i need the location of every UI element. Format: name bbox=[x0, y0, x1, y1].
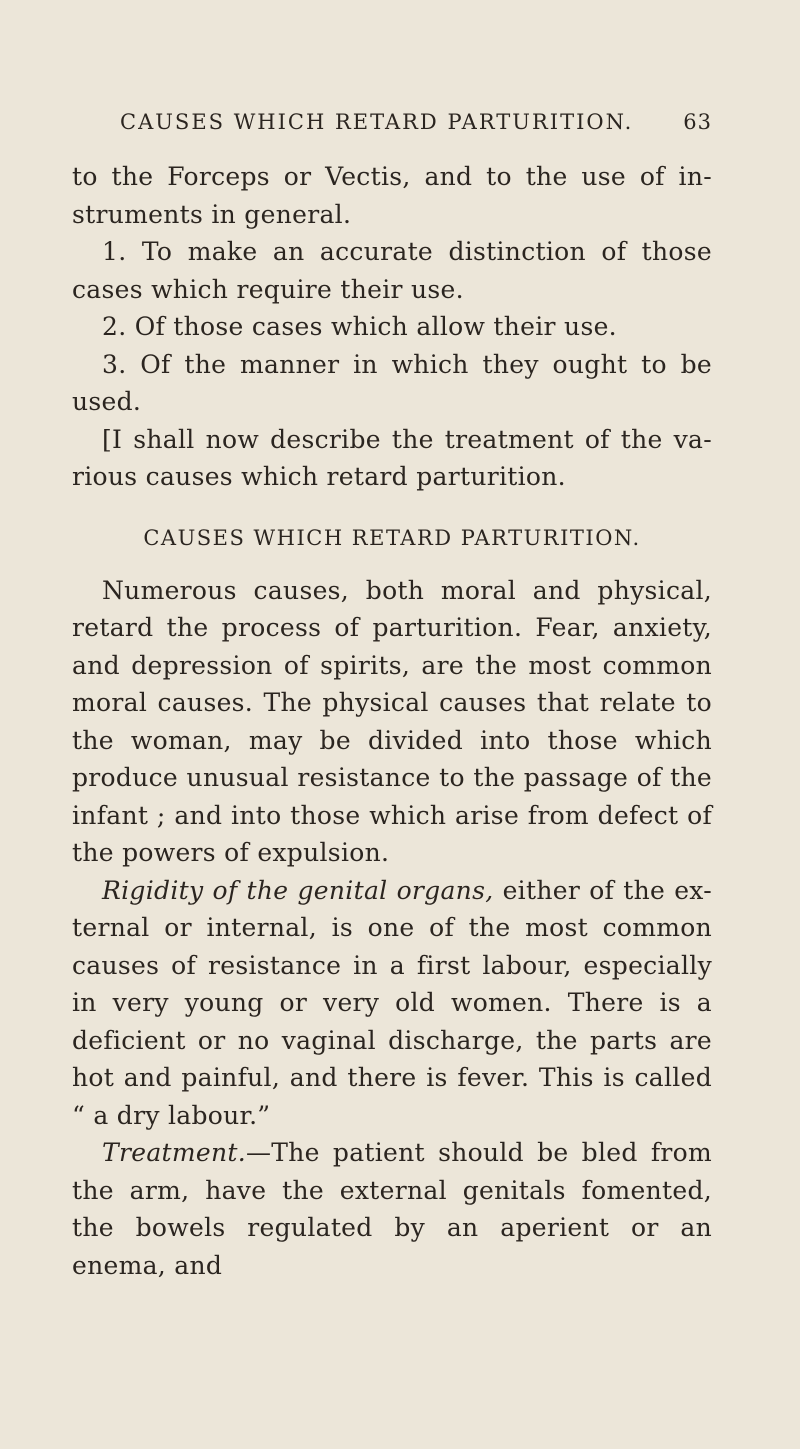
paragraph-causes: Numerous causes, both moral and physical, retard the process of parturition. Fear, anxiety, and depression of spirits, are the most common moral causes. The physical causes that relate to the woman, may be divided into those which produce unusual resistance to the passage of the infant ; and into those which arise from defect of the powers of expulsion. bbox=[72, 575, 712, 867]
section-heading: CAUSES WHICH RETARD PARTURITION. bbox=[143, 525, 641, 550]
paragraph-treatment bbox=[72, 1134, 712, 1284]
rigidity-italic-lead: Rigidity of the genital organs, bbox=[102, 875, 494, 905]
treatment-text: —The patient should be bled from the arm, have the external genitals fomented, the bowels regulated by an aperient or an enema, and bbox=[72, 1138, 712, 1280]
list-item-3: 3. Of the manner in which they ought to be used. bbox=[72, 349, 712, 416]
paragraph-transition: [I shall now describe the treatment of the va-rious causes which retard parturition. bbox=[72, 424, 712, 491]
running-head-title: CAUSES WHICH RETARD PARTURITION. bbox=[120, 110, 634, 134]
treatment-italic-lead: Treatment. bbox=[102, 1138, 246, 1167]
paragraph-rigidity bbox=[72, 872, 712, 1135]
body-text bbox=[72, 158, 712, 1284]
rigidity-text: either of the ex-ternal or internal, is one of the most common causes of resistance in a first labour, especially in very young or very old women. There is a deficient or no vaginal discharge, the parts are hot and painful, and there is fever. This is called “ a dry labour.” bbox=[72, 875, 712, 1130]
running-head bbox=[120, 110, 712, 134]
page-number: 63 bbox=[683, 110, 712, 134]
paragraph-continuation: to the Forceps or Vectis, and to the use of in-struments in general. bbox=[72, 162, 712, 229]
list-item-1: 1. To make an accurate distinction of those cases which require their use. bbox=[72, 237, 712, 304]
list-item-2: 2. Of those cases which allow their use. bbox=[102, 312, 617, 341]
